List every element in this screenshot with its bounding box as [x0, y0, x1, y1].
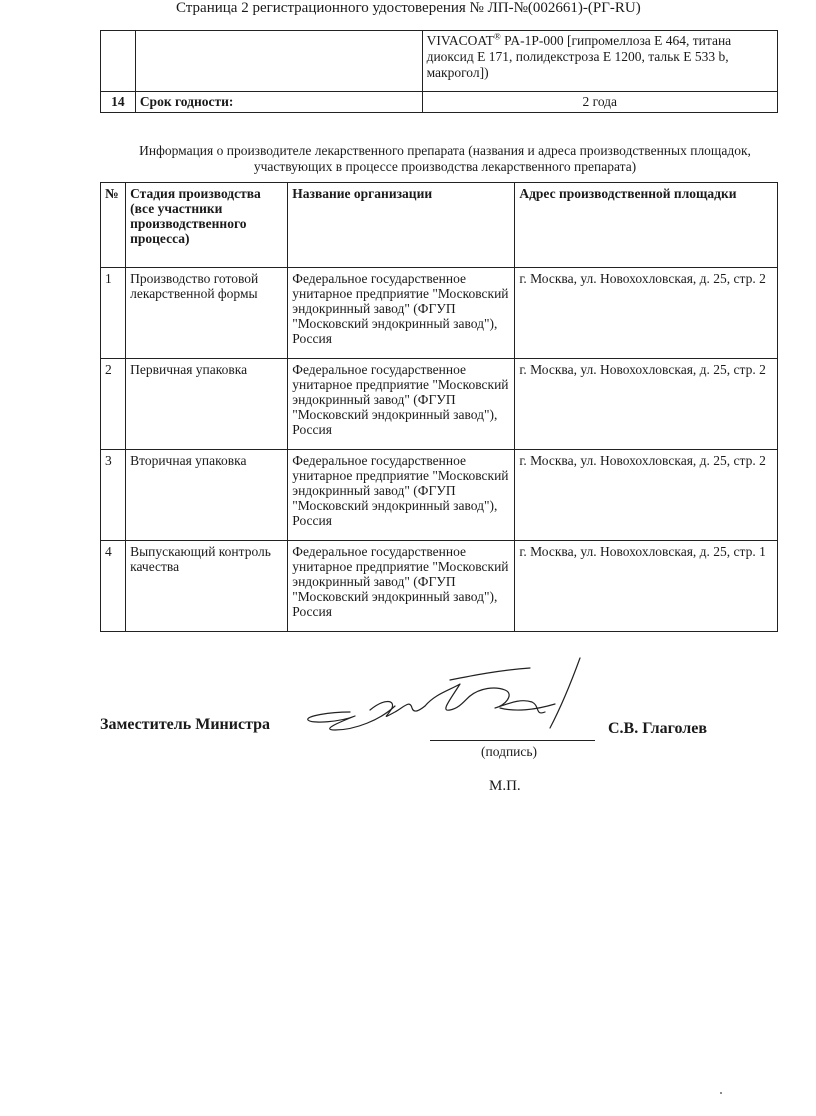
table-header-row [101, 183, 778, 268]
row-stage: Выпускающий контроль качества [126, 541, 288, 632]
signatory-title: Заместитель Министра [100, 716, 271, 733]
row-org: Федеральное государственное унитарное предприятие "Московский эндокринный завод" (ФГУП "Московский эндокринный завод"), Россия [288, 541, 515, 632]
row-address: г. Москва, ул. Новохохловская, д. 25, стр. 1 [515, 541, 778, 632]
header-num: № [101, 183, 126, 268]
row-org: Федеральное государственное унитарное предприятие "Московский эндокринный завод" (ФГУП "Московский эндокринный завод"), Россия [288, 450, 515, 541]
row-num: 1 [101, 268, 126, 359]
row-org: Федеральное государственное унитарное предприятие "Московский эндокринный завод" (ФГУП "Московский эндокринный завод"), Россия [288, 268, 515, 359]
empty-cell [135, 31, 422, 92]
brand-name: VIVACOAT [426, 33, 494, 48]
row-num: 3 [101, 450, 126, 541]
registered-mark: ® [493, 31, 501, 42]
manufacturer-info-heading: Информация о производителе лекарственного препарата (названия и адреса производственных площадок, участвующих в процессе производства лекарственного препарата) [139, 143, 751, 174]
row-num: 4 [101, 541, 126, 632]
header-org: Название организации [288, 183, 515, 268]
row-address: г. Москва, ул. Новохохловская, д. 25, стр. 2 [515, 450, 778, 541]
signatory-name: С.В. Глаголев [608, 720, 707, 737]
table-row [101, 268, 778, 359]
table-row [101, 450, 778, 541]
row-stage: Первичная упаковка [126, 359, 288, 450]
row-num: 2 [101, 359, 126, 450]
shelf-life-label: Срок годности: [135, 92, 422, 113]
signature-caption: (подпись) [481, 744, 538, 759]
row-address: г. Москва, ул. Новохохловская, д. 25, стр. 2 [515, 268, 778, 359]
row-org: Федеральное государственное унитарное предприятие "Московский эндокринный завод" (ФГУП "Московский эндокринный завод"), Россия [288, 359, 515, 450]
header-address: Адрес производственной площадки [515, 183, 778, 268]
signature-line [430, 740, 595, 741]
page-header: Страница 2 регистрационного удостоверения № ЛП-№(002661)-(РГ-RU) [176, 0, 641, 16]
header-stage: Стадия производства (все участники производственного процесса) [126, 183, 288, 268]
table-row [101, 541, 778, 632]
row-stage: Производство готовой лекарственной формы [126, 268, 288, 359]
handwritten-signature [300, 650, 600, 740]
row-address: г. Москва, ул. Новохохловская, д. 25, стр. 2 [515, 359, 778, 450]
manufacturers-table [100, 182, 778, 632]
stamp-place: М.П. [489, 778, 521, 794]
table-row-shelf-life [101, 92, 778, 113]
table-row-continued [101, 31, 778, 92]
continuation-table [100, 30, 778, 113]
row-stage: Вторичная упаковка [126, 450, 288, 541]
table-row [101, 359, 778, 450]
shelf-life-value: 2 года [422, 92, 777, 113]
excipients-text: PA-1P-000 [гипромеллоза Е 464, титана диоксид Е 171, полидекстроза Е 1200, тальк Е 533 b, макрогол]) [426, 33, 732, 80]
excipients-cell [422, 31, 777, 92]
empty-cell [101, 31, 136, 92]
scan-speck [720, 1092, 722, 1094]
row-number: 14 [101, 92, 136, 113]
